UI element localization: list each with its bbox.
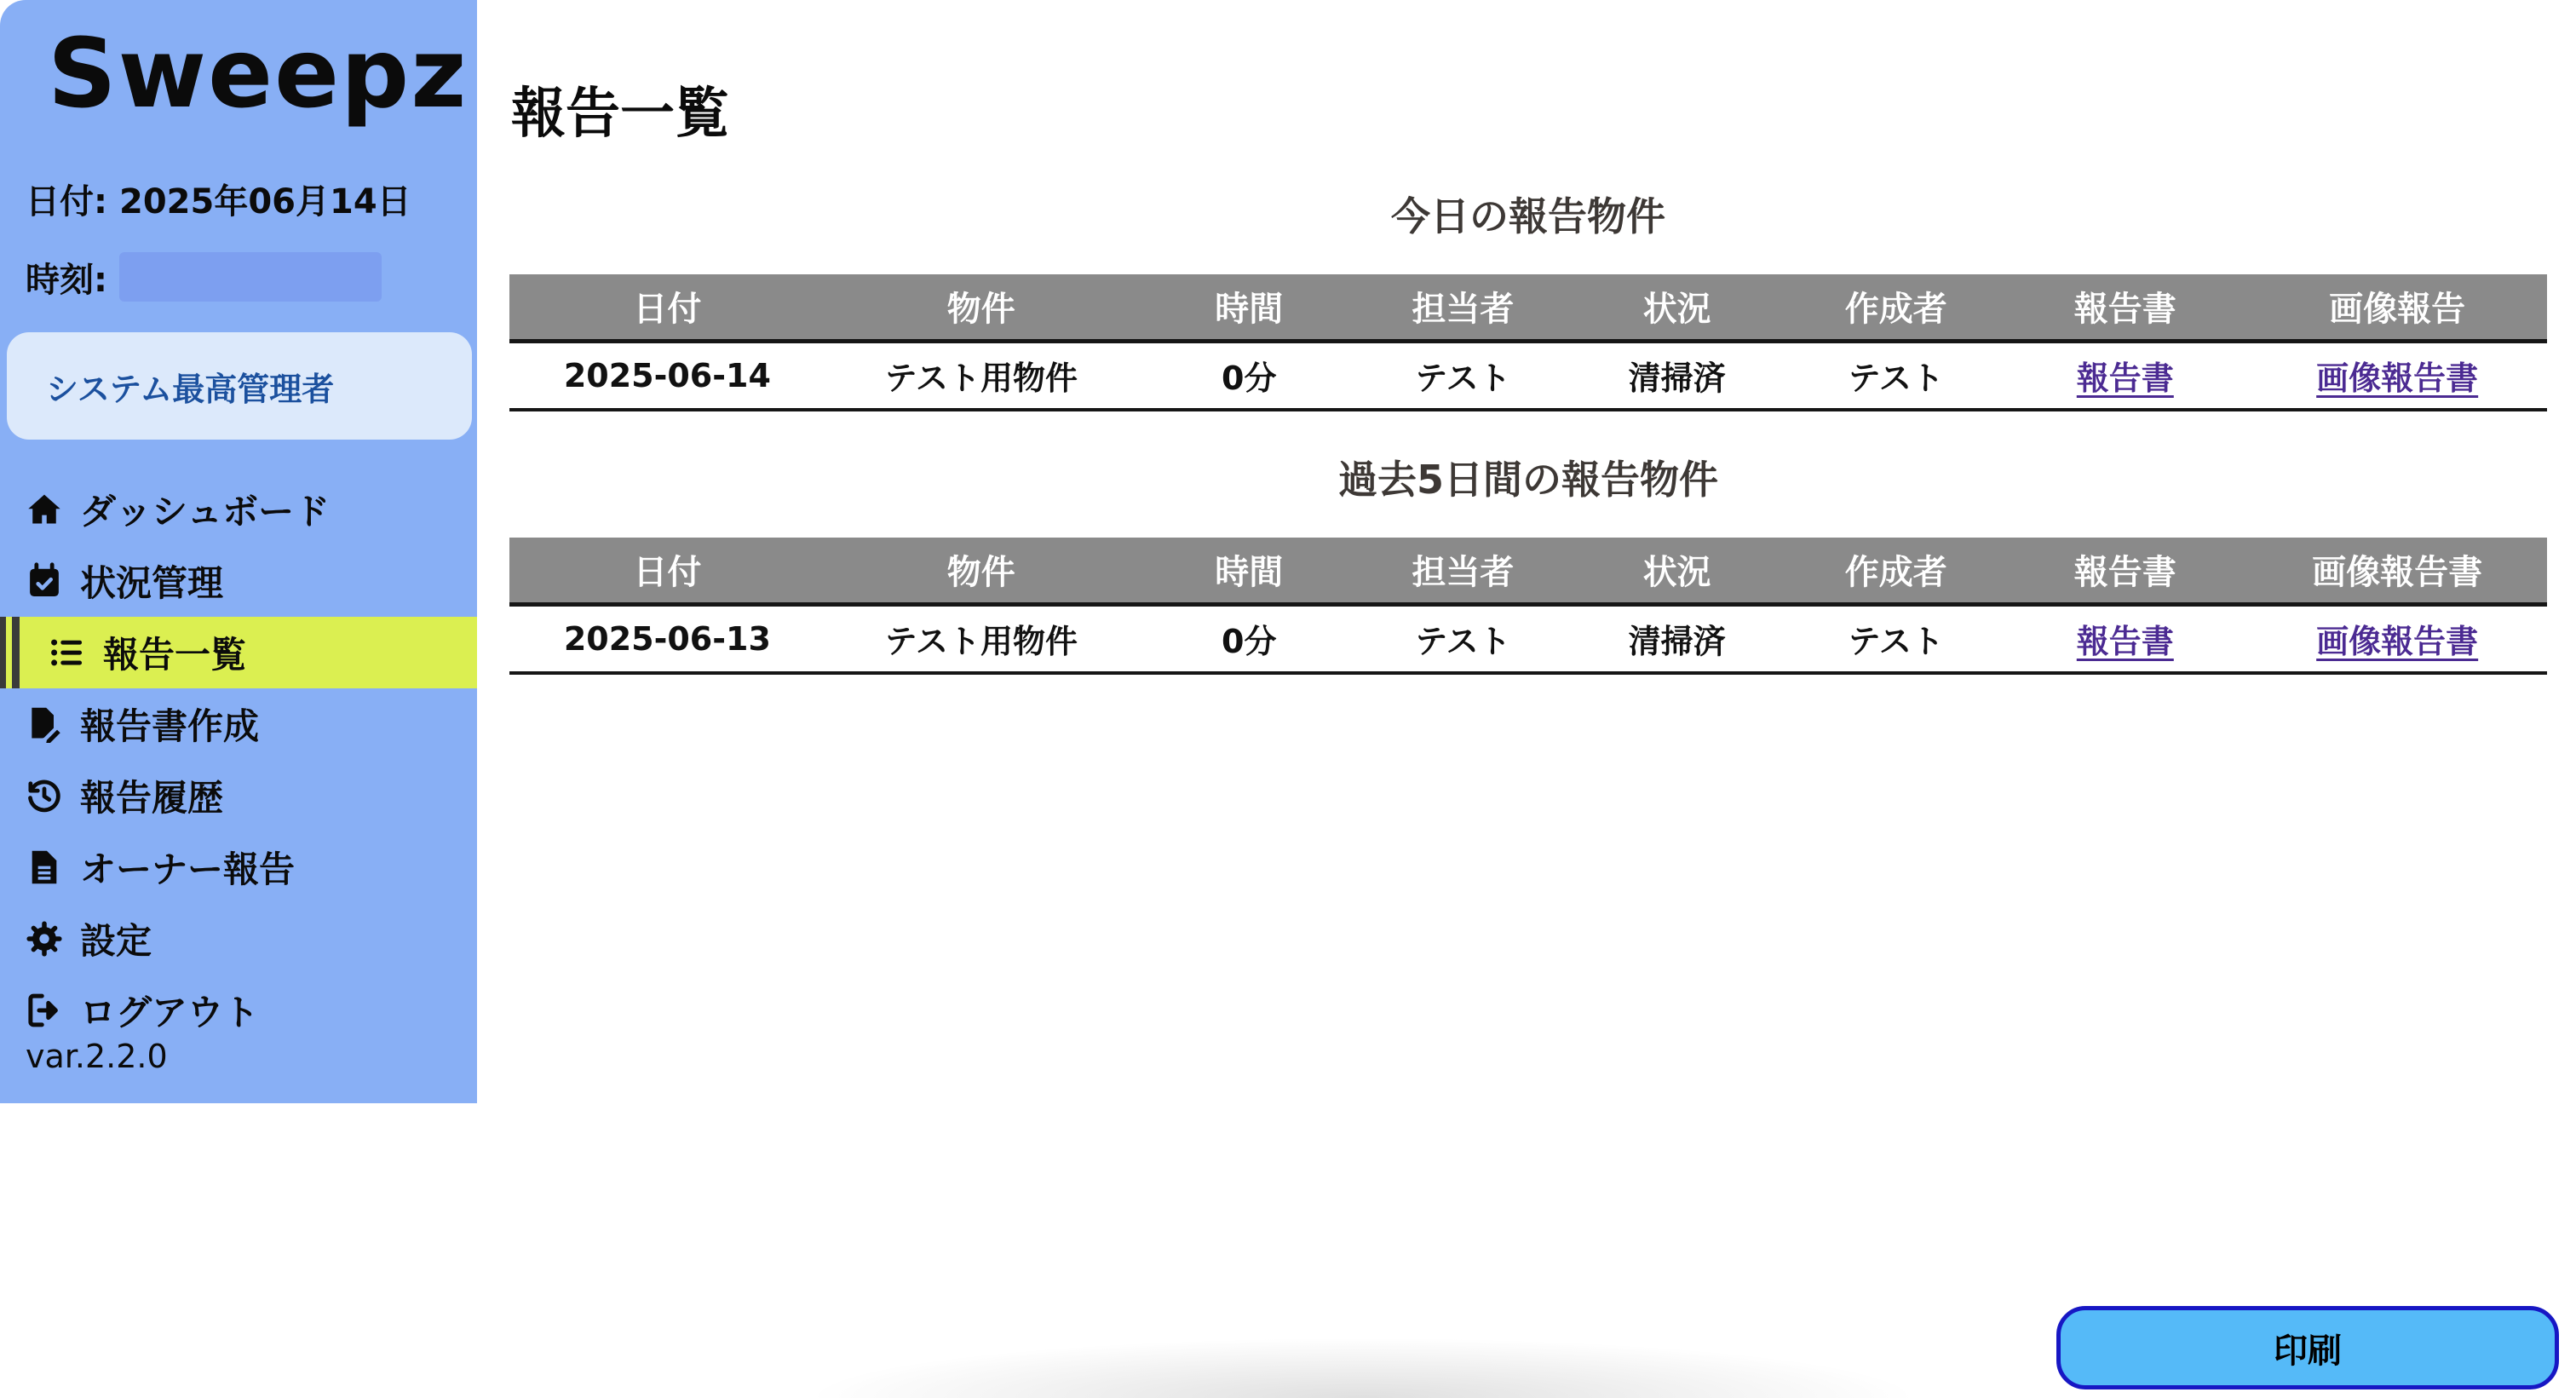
table-cell: 清掃済 — [1628, 623, 1726, 661]
app-version: var.2.2.0 — [26, 1038, 168, 1075]
table-cell: テスト — [1415, 360, 1511, 398]
report-link[interactable]: 報告書 — [2076, 623, 2174, 661]
table-cell-wrap — [1137, 341, 1361, 410]
column-header: 物件 — [825, 538, 1137, 604]
sidebar-item-dashboard[interactable] — [0, 474, 477, 545]
table-cell: 0分 — [1222, 623, 1277, 661]
table-cell: テスト — [1848, 360, 1944, 398]
table-cell-wrap — [825, 604, 1137, 673]
table-cell-wrap — [509, 341, 825, 410]
column-header: 状況 — [1565, 538, 1789, 604]
column-header: 物件 — [825, 274, 1137, 341]
sidebar-item-label: オーナー報告 — [80, 849, 296, 890]
table-cell-wrap — [2247, 341, 2547, 410]
today-reports-table — [509, 274, 2547, 411]
section-today-reports — [509, 186, 2547, 411]
sidebar-menu — [0, 474, 477, 1046]
sidebar — [0, 0, 477, 1103]
time-row — [26, 252, 382, 302]
date-row — [26, 175, 411, 223]
table-cell: 清掃済 — [1628, 360, 1726, 398]
table-cell: 0分 — [1222, 360, 1277, 398]
table-cell: テスト用物件 — [884, 360, 1078, 398]
sidebar-item-report-list[interactable] — [0, 617, 477, 688]
column-header: 時間 — [1137, 274, 1361, 341]
sidebar-item-label: 設定 — [80, 920, 152, 962]
table-header-row — [509, 274, 2547, 341]
sidebar-item-report-history[interactable] — [0, 760, 477, 831]
sidebar-item-logout[interactable] — [0, 975, 477, 1046]
table-cell-wrap — [1137, 604, 1361, 673]
sidebar-item-report-create[interactable] — [0, 688, 477, 760]
image-report-link[interactable]: 画像報告書 — [2316, 623, 2479, 661]
column-header: 画像報告 — [2247, 274, 2547, 341]
column-header: 作成者 — [1789, 538, 2003, 604]
table-cell-wrap — [2003, 341, 2247, 410]
table-cell-wrap — [509, 604, 825, 673]
table-cell: テスト用物件 — [884, 623, 1078, 661]
table-cell-wrap — [1789, 604, 2003, 673]
table-cell-wrap — [2003, 604, 2247, 673]
sidebar-item-settings[interactable] — [0, 903, 477, 975]
table-row — [509, 604, 2547, 673]
time-label: 時刻: — [26, 260, 107, 300]
table-header-row — [509, 538, 2547, 604]
table-cell: テスト — [1848, 623, 1944, 661]
table-row — [509, 341, 2547, 410]
page-title: 報告一覧 — [511, 83, 729, 146]
column-header: 日付 — [509, 538, 825, 604]
logout-icon — [26, 992, 63, 1029]
history-icon — [26, 777, 63, 814]
file-lines-icon — [26, 849, 63, 886]
column-header: 報告書 — [2003, 538, 2247, 604]
image-report-link[interactable]: 画像報告書 — [2316, 360, 2479, 398]
column-header: 担当者 — [1361, 538, 1565, 604]
column-header: 報告書 — [2003, 274, 2247, 341]
past5days-reports-table — [509, 538, 2547, 675]
column-header: 状況 — [1565, 274, 1789, 341]
sidebar-item-label: 報告一覧 — [103, 634, 247, 676]
time-display — [119, 252, 382, 302]
sidebar-item-status-manage[interactable] — [0, 545, 477, 617]
list-icon — [49, 634, 86, 671]
table-cell-wrap — [825, 341, 1137, 410]
report-link[interactable]: 報告書 — [2076, 360, 2174, 398]
column-header: 作成者 — [1789, 274, 2003, 341]
column-header: 画像報告書 — [2247, 538, 2547, 604]
calendar-check-icon — [26, 562, 63, 600]
print-button[interactable]: 印刷 — [2056, 1306, 2559, 1389]
sidebar-item-label: 報告書作成 — [80, 705, 260, 747]
user-role-label: システム最高管理者 — [46, 370, 335, 408]
section-past5days-reports — [509, 449, 2547, 675]
section-title: 今日の報告物件 — [1391, 193, 1665, 239]
main-content — [509, 0, 2547, 675]
table-cell-wrap — [1565, 604, 1789, 673]
table-cell-wrap — [2247, 604, 2547, 673]
column-header: 担当者 — [1361, 274, 1565, 341]
user-role-card — [7, 332, 472, 440]
table-cell: テスト — [1415, 623, 1511, 661]
sidebar-item-label: 報告履歴 — [80, 777, 224, 819]
column-header: 時間 — [1137, 538, 1361, 604]
sidebar-item-label: ログアウト — [80, 992, 260, 1033]
table-cell: 2025-06-14 — [563, 356, 771, 394]
table-cell: 2025-06-13 — [563, 619, 771, 658]
app-logo: Sweepz — [48, 19, 469, 129]
home-icon — [26, 491, 63, 528]
column-header: 日付 — [509, 274, 825, 341]
date-label: 日付: — [26, 182, 107, 221]
table-cell-wrap — [1789, 341, 2003, 410]
sidebar-item-label: 状況管理 — [80, 562, 224, 604]
date-value: 2025年06月14日 — [119, 182, 411, 221]
sidebar-item-owner-report[interactable] — [0, 831, 477, 903]
sidebar-item-label: ダッシュボード — [80, 491, 331, 532]
file-pen-icon — [26, 705, 63, 743]
table-cell-wrap — [1361, 341, 1565, 410]
table-cell-wrap — [1565, 341, 1789, 410]
bottom-shadow — [724, 1338, 2002, 1398]
section-title: 過去5日間の報告物件 — [1337, 457, 1718, 503]
gear-icon — [26, 920, 63, 958]
table-cell-wrap — [1361, 604, 1565, 673]
